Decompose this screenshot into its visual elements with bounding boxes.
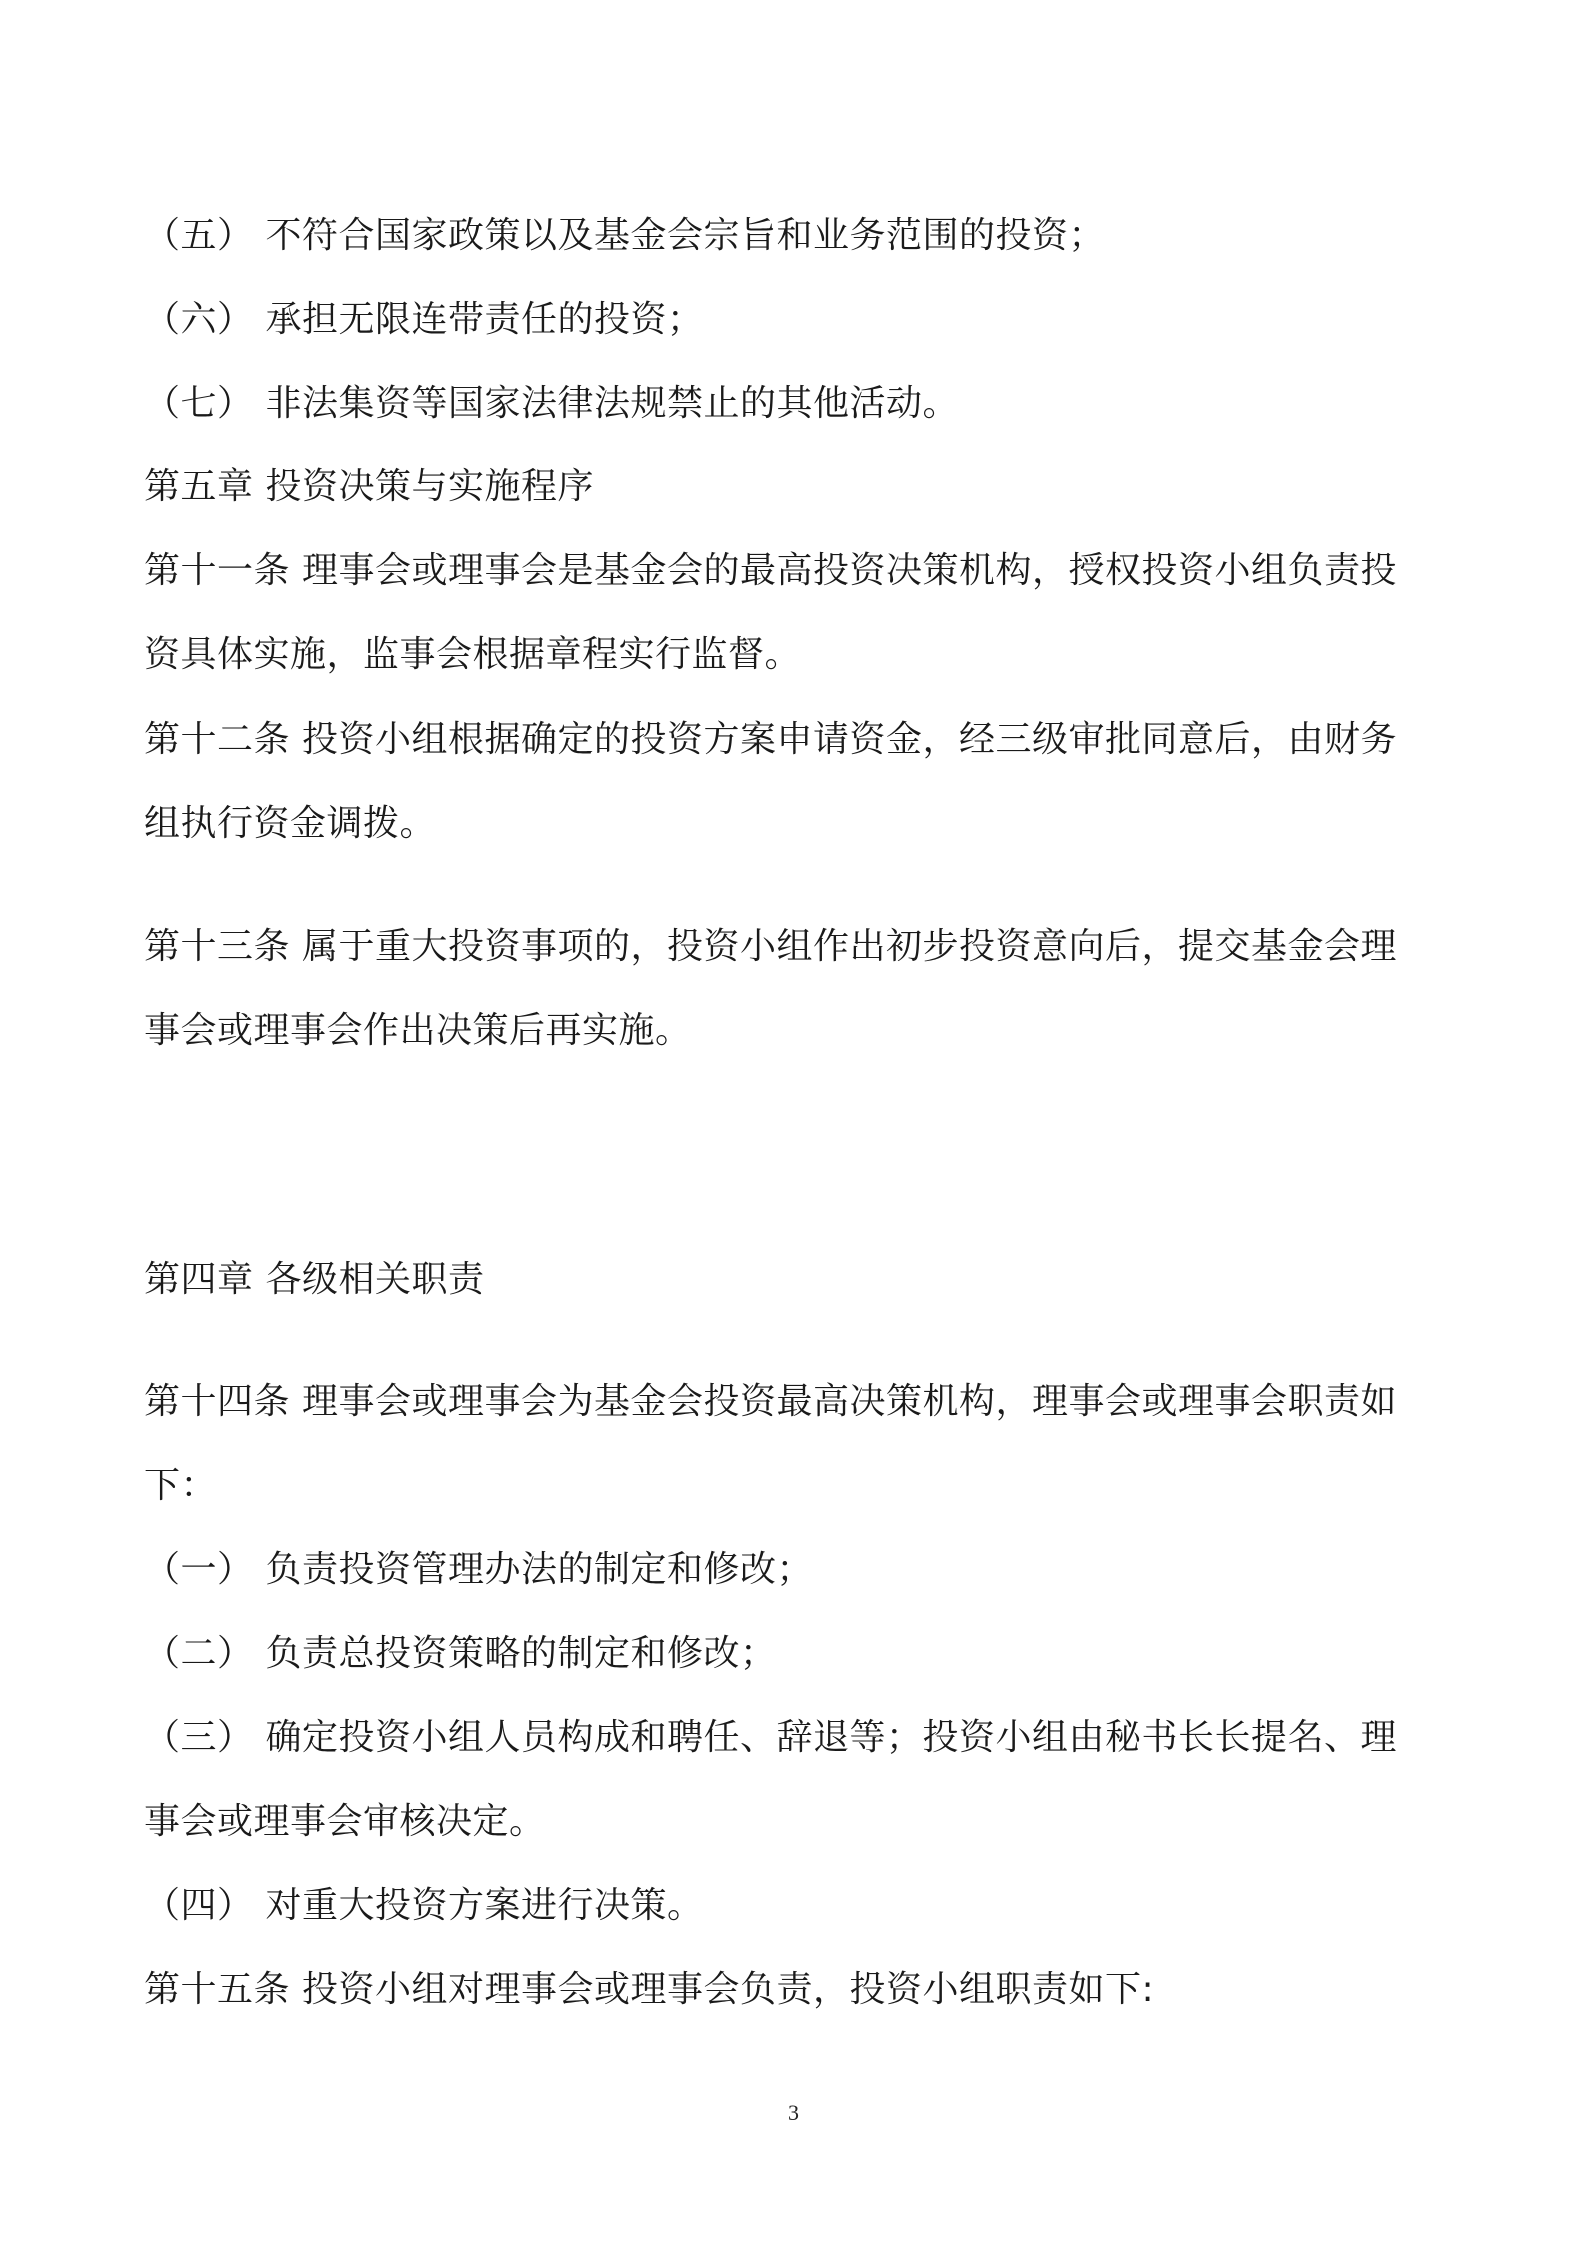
article-14-line-1: 第十四条 理事会或理事会为基金会投资最高决策机构，理事会或理事会职责如 (144, 1381, 1397, 1422)
article-11-line-2: 资具体实施，监事会根据章程实行监督。 (144, 634, 802, 675)
article-11-line-1: 第十一条 理事会或理事会是基金会的最高投资决策机构，授权投资小组负责投 (144, 550, 1397, 591)
article-12-line-1: 第十二条 投资小组根据确定的投资方案申请资金，经三级审批同意后，由财务 (144, 719, 1397, 760)
chapter-heading-4: 第四章 各级相关职责 (144, 1259, 485, 1300)
article-13-line-1: 第十三条 属于重大投资事项的，投资小组作出初步投资意向后，提交基金会理 (144, 926, 1397, 967)
duty-item-3-line-1: （三） 确定投资小组人员构成和聘任、辞退等；投资小组由秘书长长提名、理 (144, 1717, 1397, 1758)
article-15-line-1: 第十五条 投资小组对理事会或理事会负责，投资小组职责如下: (144, 1969, 1155, 2010)
clause-item-5: （五） 不符合国家政策以及基金会宗旨和业务范围的投资； (144, 215, 1105, 256)
duty-item-2: （二） 负责总投资策略的制定和修改； (144, 1633, 777, 1674)
clause-item-7: （七） 非法集资等国家法律法规禁止的其他活动。 (144, 383, 959, 424)
duty-item-1: （一） 负责投资管理办法的制定和修改； (144, 1549, 813, 1590)
clause-item-6: （六） 承担无限连带责任的投资； (144, 299, 704, 340)
article-12-line-2: 组执行资金调拨。 (144, 803, 437, 844)
chapter-heading-5: 第五章 投资决策与实施程序 (144, 466, 594, 507)
article-14-line-2: 下： (144, 1465, 218, 1506)
duty-item-3-line-2: 事会或理事会审核决定。 (144, 1801, 546, 1842)
page-number: 3 (788, 2100, 799, 2125)
article-13-line-2: 事会或理事会作出决策后再实施。 (144, 1010, 692, 1051)
duty-item-4: （四） 对重大投资方案进行决策。 (144, 1885, 704, 1926)
